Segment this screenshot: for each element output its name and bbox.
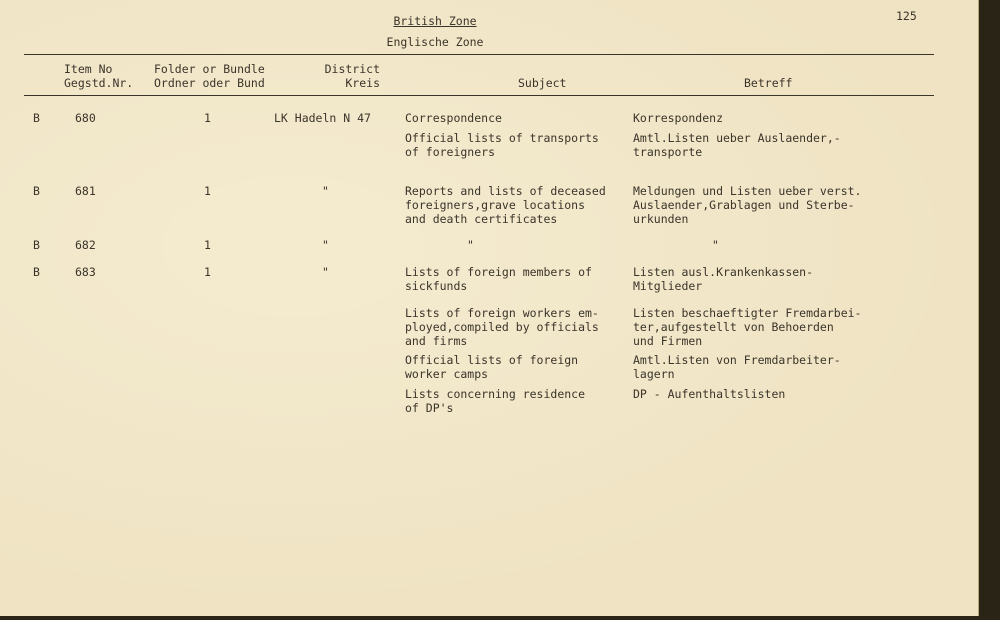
zone-cell: B: [33, 238, 40, 252]
folder-cell: 1: [204, 265, 211, 279]
district-cell: ": [322, 265, 329, 279]
item-number-cell: 682: [75, 238, 96, 252]
item-number-cell: 683: [75, 265, 96, 279]
col-header-item-no: Item No Gegstd.Nr.: [64, 62, 134, 90]
betreff-cell: Korrespondenz: [633, 111, 724, 125]
folder-cell: 1: [204, 238, 211, 252]
subject-cell: Lists of foreign members of sickfunds: [405, 265, 592, 293]
item-number-cell: 680: [75, 111, 96, 125]
folder-cell: 1: [204, 111, 211, 125]
zone-cell: B: [33, 265, 40, 279]
folder-cell: 1: [204, 184, 211, 198]
betreff-cell: Listen ausl.Krankenkassen- Mitglieder: [633, 265, 814, 293]
col-header-district: District Kreis: [324, 62, 380, 90]
subject-cell: Reports and lists of deceased foreigners,grave locations and death certificates: [405, 184, 606, 226]
subject-cell: Lists of foreign workers em- ployed,compiled by officials and firms: [405, 306, 599, 348]
col-header-betreff: Betreff: [744, 76, 793, 90]
district-cell: LK Hadeln N 47: [274, 111, 371, 125]
subject-cell: Official lists of foreign worker camps: [405, 353, 579, 381]
district-cell: ": [322, 238, 329, 252]
zone-cell: B: [33, 184, 40, 198]
betreff-cell: DP - Aufenthaltslisten: [633, 387, 786, 401]
district-cell: ": [322, 184, 329, 198]
subject-cell: Official lists of transports of foreigners: [405, 131, 599, 159]
betreff-cell: Meldungen und Listen ueber verst. Auslaender,Grablagen und Sterbe- urkunden: [633, 184, 862, 226]
betreff-cell: ": [712, 238, 719, 252]
betreff-cell: Listen beschaeftigter Fremdarbei- ter,aufgestellt von Behoerden und Firmen: [633, 306, 862, 348]
subject-cell: Correspondence: [405, 111, 502, 125]
betreff-cell: Amtl.Listen von Fremdarbeiter- lagern: [633, 353, 841, 381]
header-bottom-rule: [24, 95, 934, 96]
page-number: 125: [896, 9, 917, 23]
col-header-subject: Subject: [518, 76, 567, 90]
col-header-folder: Folder or Bundle Ordner oder Bund: [154, 62, 265, 90]
zone-cell: B: [33, 111, 40, 125]
subject-cell: Lists concerning residence of DP's: [405, 387, 586, 415]
item-number-cell: 681: [75, 184, 96, 198]
subject-cell: ": [467, 238, 474, 252]
header-top-rule: [24, 54, 934, 55]
zone-title-de: Englische Zone: [386, 35, 484, 49]
betreff-cell: Amtl.Listen ueber Auslaender,- transporte: [633, 131, 841, 159]
zone-title-en: British Zone: [393, 14, 477, 28]
